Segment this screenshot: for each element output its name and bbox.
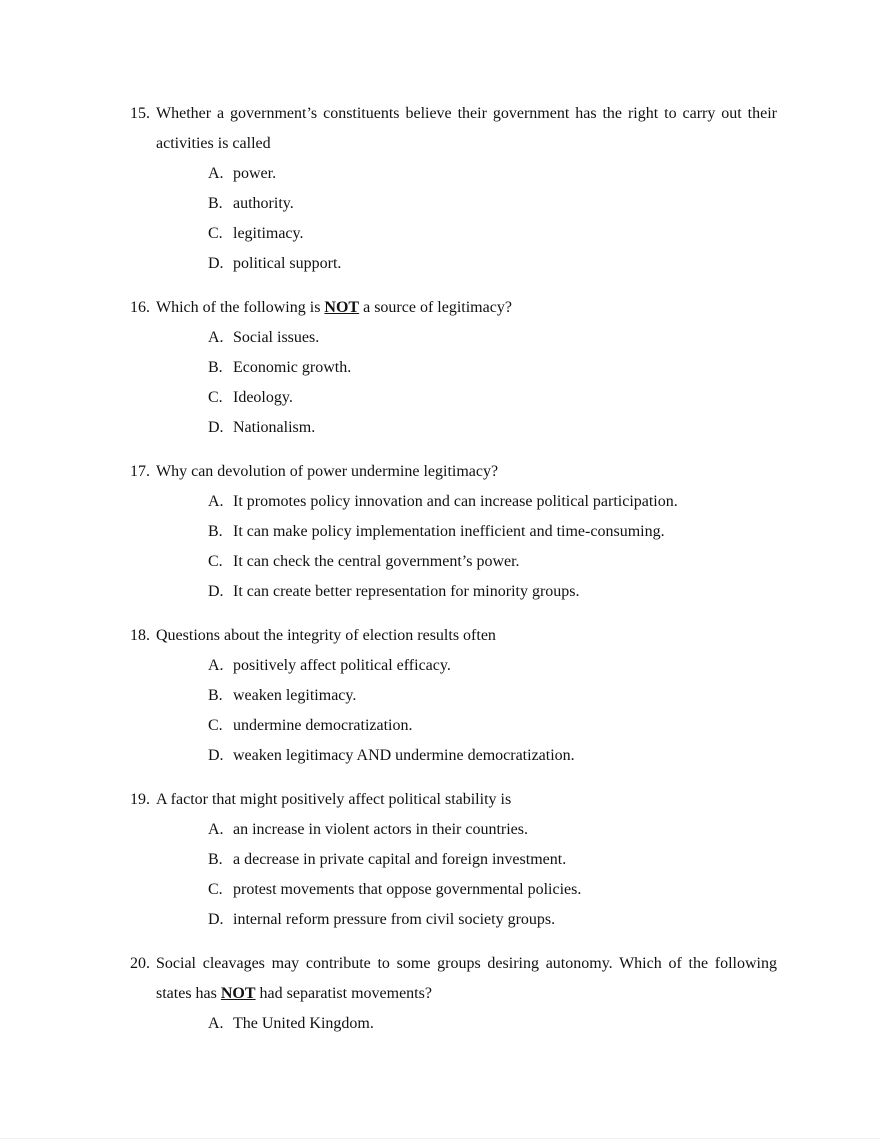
answer-option: [156, 383, 777, 413]
option-text: It can check the central government’s power.: [233, 553, 520, 570]
option-text: weaken legitimacy.: [233, 687, 357, 704]
option-letter: A.: [208, 165, 224, 182]
option-text: Economic growth.: [233, 359, 352, 376]
answer-option: [156, 189, 777, 219]
question-text: [156, 99, 777, 159]
answer-option: [156, 249, 777, 279]
option-text: protest movements that oppose governmental policies.: [233, 881, 582, 898]
option-text: Nationalism.: [233, 419, 316, 436]
option-letter: B.: [208, 359, 223, 376]
option-letter: D.: [208, 911, 224, 928]
option-letter: D.: [208, 583, 224, 600]
option-letter: C.: [208, 389, 223, 406]
answer-option: [156, 711, 777, 741]
option-letter: D.: [208, 255, 224, 272]
answer-option: [156, 815, 777, 845]
option-text: political support.: [233, 255, 342, 272]
question-text-before: Whether a government’s constituents believe their government has the right to carry out their activities is called: [156, 105, 777, 152]
question-emphasis: NOT: [324, 299, 360, 316]
option-text: a decrease in private capital and foreign investment.: [233, 851, 567, 868]
option-letter: A.: [208, 493, 224, 510]
option-text: power.: [233, 165, 277, 182]
question-number: 19.: [130, 791, 150, 808]
question-number: 16.: [130, 299, 150, 316]
question-number: 17.: [130, 463, 150, 480]
question-text-before: Which of the following is: [156, 299, 325, 316]
option-text: positively affect political efficacy.: [233, 657, 451, 674]
answer-option: [156, 219, 777, 249]
answer-option: [156, 413, 777, 443]
question-20: [130, 949, 777, 1039]
option-letter: B.: [208, 523, 223, 540]
question-text: [156, 457, 777, 487]
question-15: [130, 99, 777, 279]
question-text-before: Why can devolution of power undermine legitimacy?: [156, 463, 499, 480]
option-letter: A.: [208, 329, 224, 346]
answer-option: [156, 681, 777, 711]
answer-option: [156, 741, 777, 771]
question-text: [156, 949, 777, 1009]
option-text: undermine democratization.: [233, 717, 413, 734]
option-text: weaken legitimacy AND undermine democratization.: [233, 747, 575, 764]
question-17: [130, 457, 777, 607]
option-text: Ideology.: [233, 389, 293, 406]
option-text: authority.: [233, 195, 294, 212]
question-number: 15.: [130, 105, 150, 122]
answer-option: [156, 487, 777, 517]
document-page: [130, 99, 777, 1053]
question-18: [130, 621, 777, 771]
question-text: [156, 293, 777, 323]
answer-option: [156, 651, 777, 681]
question-number: 20.: [130, 955, 150, 972]
option-letter: D.: [208, 419, 224, 436]
question-text-before: A factor that might positively affect political stability is: [156, 791, 512, 808]
option-text: an increase in violent actors in their countries.: [233, 821, 529, 838]
question-19: [130, 785, 777, 935]
question-text: [156, 785, 777, 815]
answer-option: [156, 577, 777, 607]
answer-option: [156, 547, 777, 577]
question-emphasis: NOT: [220, 985, 256, 1002]
option-text: It can make policy implementation inefficient and time-consuming.: [233, 523, 665, 540]
option-letter: C.: [208, 881, 223, 898]
answer-option: [156, 353, 777, 383]
question-text-after: had separatist movements?: [255, 985, 432, 1002]
option-letter: C.: [208, 553, 223, 570]
option-text: The United Kingdom.: [233, 1015, 374, 1032]
option-letter: C.: [208, 717, 223, 734]
answer-option: [156, 517, 777, 547]
question-number: 18.: [130, 627, 150, 644]
option-letter: B.: [208, 687, 223, 704]
question-text: [156, 621, 777, 651]
option-text: Social issues.: [233, 329, 320, 346]
question-text-before: Questions about the integrity of election results often: [156, 627, 496, 644]
answer-option: [156, 159, 777, 189]
option-text: legitimacy.: [233, 225, 304, 242]
option-text: internal reform pressure from civil society groups.: [233, 911, 556, 928]
option-letter: B.: [208, 851, 223, 868]
option-text: It can create better representation for minority groups.: [233, 583, 580, 600]
option-text: It promotes policy innovation and can increase political participation.: [233, 493, 678, 510]
question-text-after: a source of legitimacy?: [359, 299, 512, 316]
option-letter: D.: [208, 747, 224, 764]
answer-option: [156, 845, 777, 875]
question-16: [130, 293, 777, 443]
option-letter: A.: [208, 1015, 224, 1032]
option-letter: C.: [208, 225, 223, 242]
option-letter: B.: [208, 195, 223, 212]
option-letter: A.: [208, 821, 224, 838]
option-letter: A.: [208, 657, 224, 674]
answer-option: [156, 323, 777, 353]
answer-option: [156, 1009, 777, 1039]
question-text-before: Social cleavages may contribute to some groups desiring autonomy. Which of the following states has: [156, 955, 777, 1002]
answer-option: [156, 905, 777, 935]
answer-option: [156, 875, 777, 905]
